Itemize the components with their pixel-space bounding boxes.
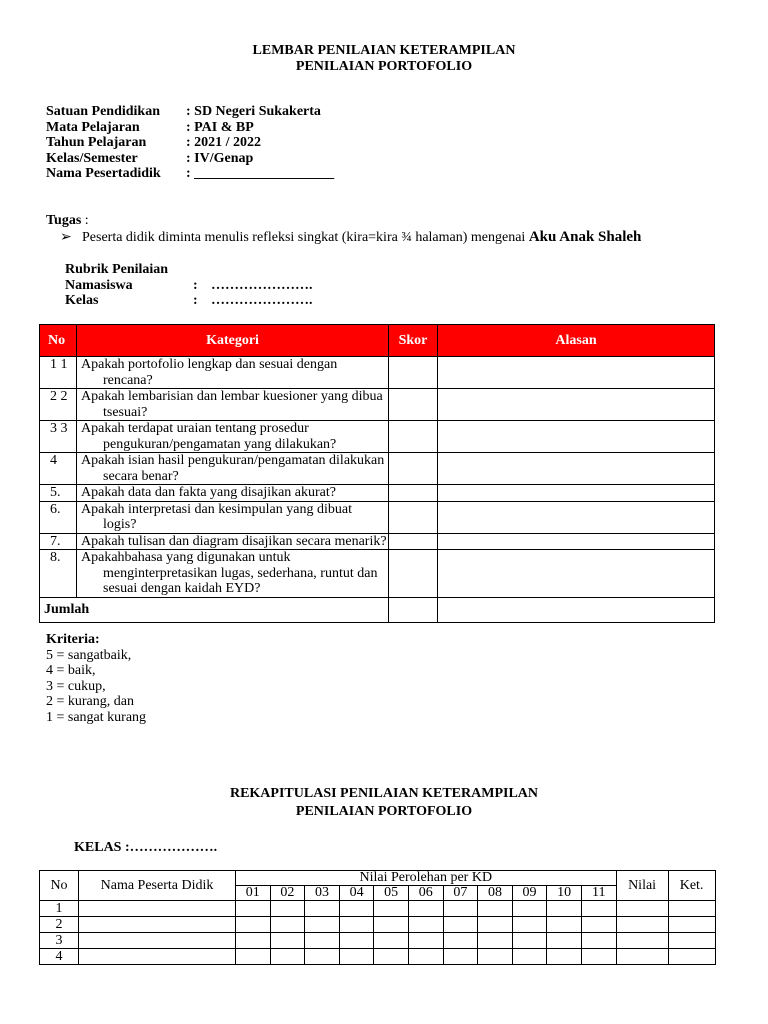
kd-score-cell[interactable] <box>236 901 271 917</box>
table-row <box>40 533 715 550</box>
rubrik-row <box>65 293 313 309</box>
row-number: 2 2 <box>40 389 77 421</box>
skor-cell[interactable] <box>389 389 438 421</box>
table-row <box>40 933 716 949</box>
kd-score-cell[interactable] <box>339 933 374 949</box>
kriteria-item: 5 = sangatbaik, <box>46 647 132 663</box>
skor-cell[interactable] <box>389 533 438 550</box>
kd-column-header: 01 <box>236 886 271 901</box>
rubrik-value: …………………. <box>211 277 313 293</box>
kd-score-cell[interactable] <box>512 901 547 917</box>
kd-score-cell[interactable] <box>374 901 409 917</box>
ket-cell[interactable] <box>668 933 715 949</box>
question-text: Apakah tulisan dan diagram disajikan secara menarik? <box>81 533 387 549</box>
nilai-cell[interactable] <box>616 917 668 933</box>
table-row <box>40 453 715 485</box>
kd-score-cell[interactable] <box>270 949 305 965</box>
arrow-bullet-icon: ➢ <box>60 230 72 245</box>
info-row <box>46 166 334 182</box>
row-kategori <box>77 389 389 421</box>
header-kategori: Kategori <box>77 325 389 357</box>
kd-score-cell[interactable] <box>443 901 478 917</box>
kd-column-header: 09 <box>512 886 547 901</box>
kd-score-cell[interactable] <box>478 901 513 917</box>
kd-score-cell[interactable] <box>305 917 340 933</box>
kd-score-cell[interactable] <box>581 901 616 917</box>
skor-cell[interactable] <box>389 357 438 389</box>
nama-cell[interactable] <box>79 949 236 965</box>
kd-score-cell[interactable] <box>339 949 374 965</box>
kd-column-header: 05 <box>374 886 409 901</box>
kd-score-cell[interactable] <box>408 949 443 965</box>
info-row <box>46 104 334 120</box>
nilai-cell[interactable] <box>616 901 668 917</box>
kd-column-header: 07 <box>443 886 478 901</box>
question-text: Apakah data dan fakta yang disajikan akurat? <box>81 485 337 500</box>
recap-header-no: No <box>40 871 79 901</box>
kd-score-cell[interactable] <box>547 917 582 933</box>
recap-header-row <box>40 871 716 886</box>
alasan-cell[interactable] <box>438 533 715 550</box>
question-text: Apakah lembarisian dan lembar kuesioner yang dibua tsesuai? <box>81 389 383 420</box>
table-row <box>40 501 715 533</box>
kd-score-cell[interactable] <box>236 933 271 949</box>
row-kategori <box>77 357 389 389</box>
row-number: 1 <box>40 901 79 917</box>
info-row <box>46 135 334 151</box>
info-row <box>46 120 334 136</box>
kd-score-cell[interactable] <box>478 933 513 949</box>
kd-score-cell[interactable] <box>270 933 305 949</box>
kd-score-cell[interactable] <box>547 933 582 949</box>
ket-cell[interactable] <box>668 901 715 917</box>
rubrik-label: Kelas <box>65 293 99 308</box>
rubrik-colon: : <box>193 277 198 293</box>
kd-score-cell[interactable] <box>581 949 616 965</box>
row-kategori <box>77 533 389 550</box>
kd-score-cell[interactable] <box>374 949 409 965</box>
tugas-label-text: Tugas <box>46 213 82 228</box>
kd-column-header: 02 <box>270 886 305 901</box>
table-row <box>40 389 715 421</box>
table-row <box>40 901 716 917</box>
info-label: Mata Pelajaran <box>46 119 140 135</box>
alasan-cell[interactable] <box>438 485 715 502</box>
alasan-cell[interactable] <box>438 550 715 598</box>
rubrik-row <box>65 278 313 294</box>
info-value: : SD Negeri Sukakerta <box>186 104 321 119</box>
kd-score-cell[interactable] <box>408 933 443 949</box>
info-label: Kelas/Semester <box>46 150 138 166</box>
row-kategori <box>77 421 389 453</box>
row-number: 6. <box>40 501 77 533</box>
kd-column-header: 08 <box>478 886 513 901</box>
rekap-subtitle: PENILAIAN PORTOFOLIO <box>295 804 473 819</box>
kd-score-cell[interactable] <box>236 917 271 933</box>
alasan-cell[interactable] <box>438 421 715 453</box>
alasan-cell[interactable] <box>438 453 715 485</box>
recap-header-nama: Nama Peserta Didik <box>79 871 236 901</box>
skor-cell[interactable] <box>389 421 438 453</box>
table-row <box>40 357 715 389</box>
row-number: 3 3 <box>40 421 77 453</box>
nilai-cell[interactable] <box>616 933 668 949</box>
kriteria-title: Kriteria: <box>46 632 100 647</box>
kd-score-cell[interactable] <box>443 933 478 949</box>
alasan-cell[interactable] <box>438 357 715 389</box>
page-subtitle: PENILAIAN PORTOFOLIO <box>295 59 473 74</box>
row-kategori <box>77 501 389 533</box>
kriteria-item: 2 = kurang, dan <box>46 694 134 709</box>
header-skor: Skor <box>389 325 438 357</box>
alasan-cell[interactable] <box>438 501 715 533</box>
info-label: Nama Pesertadidik <box>46 166 161 181</box>
question-text: Apakah interpretasi dan kesimpulan yang dibuat logis? <box>81 501 352 532</box>
kd-score-cell[interactable] <box>408 917 443 933</box>
kd-score-cell[interactable] <box>305 901 340 917</box>
kriteria-item: 3 = cukup, <box>46 678 106 694</box>
kd-score-cell[interactable] <box>547 949 582 965</box>
kd-score-cell[interactable] <box>581 917 616 933</box>
info-label: Satuan Pendidikan <box>46 104 160 119</box>
identity-block <box>46 104 334 182</box>
nama-cell[interactable] <box>79 917 236 933</box>
table-row <box>40 485 715 502</box>
row-number: 3 <box>40 933 79 949</box>
kd-score-cell[interactable] <box>270 917 305 933</box>
rubrik-title: Rubrik Penilaian <box>65 262 169 277</box>
info-value: : PAI & BP <box>186 119 254 135</box>
page-title: LEMBAR PENILAIAN KETERAMPILAN <box>252 43 516 58</box>
row-number: 7. <box>40 533 77 550</box>
row-number: 5. <box>40 485 77 502</box>
kd-score-cell[interactable] <box>512 933 547 949</box>
skor-cell[interactable] <box>389 501 438 533</box>
row-number: 8. <box>40 550 77 598</box>
kd-score-cell[interactable] <box>547 901 582 917</box>
tugas-instruction <box>60 229 641 246</box>
jumlah-alasan-cell[interactable] <box>438 597 715 622</box>
header-no: No <box>40 325 77 357</box>
nilai-cell[interactable] <box>616 949 668 965</box>
tugas-label <box>46 213 89 229</box>
jumlah-row <box>40 597 715 622</box>
kd-score-cell[interactable] <box>305 933 340 949</box>
row-kategori <box>77 550 389 598</box>
tugas-sep: : <box>81 213 89 228</box>
rekap-title: REKAPITULASI PENILAIAN KETERAMPILAN <box>229 786 539 801</box>
kelas-label: KELAS :………………. <box>74 840 218 855</box>
question-text: Apakah isian hasil pengukuran/pengamatan dilakukan secara benar? <box>81 453 385 484</box>
table-row <box>40 421 715 453</box>
nama-cell[interactable] <box>79 901 236 917</box>
header-alasan: Alasan <box>438 325 715 357</box>
row-number: 4 <box>40 949 79 965</box>
info-value: : IV/Genap <box>186 150 254 166</box>
kriteria-item: 1 = sangat kurang <box>46 709 147 725</box>
rubric-table <box>39 324 715 623</box>
kd-column-header: 10 <box>547 886 582 901</box>
kd-score-cell[interactable] <box>339 917 374 933</box>
rubrik-label: Namasiswa <box>65 277 133 293</box>
kd-column-header: 11 <box>581 886 616 901</box>
rubrik-value: …………………. <box>211 293 313 308</box>
info-value: : 2021 / 2022 <box>186 135 262 150</box>
question-text: Apakahbahasa yang digunakan untuk menginterpretasikan lugas, sederhana, runtut dan sesuai dengan kaidah EYD? <box>81 550 378 596</box>
recap-header-nilai: Nilai <box>616 871 668 901</box>
table-row <box>40 949 716 965</box>
ket-cell[interactable] <box>668 949 715 965</box>
kd-column-header: 06 <box>408 886 443 901</box>
skor-cell[interactable] <box>389 485 438 502</box>
info-label: Tahun Pelajaran <box>46 135 147 150</box>
kd-column-header: 04 <box>339 886 374 901</box>
skor-cell[interactable] <box>389 550 438 598</box>
row-number: 2 <box>40 917 79 933</box>
kd-score-cell[interactable] <box>374 933 409 949</box>
kd-score-cell[interactable] <box>408 901 443 917</box>
recap-table <box>39 870 716 965</box>
kd-score-cell[interactable] <box>478 917 513 933</box>
row-number: 1 1 <box>40 357 77 389</box>
kd-score-cell[interactable] <box>374 917 409 933</box>
row-kategori <box>77 453 389 485</box>
tugas-text: Peserta didik diminta menulis refleksi singkat (kira=kira ¾ halaman) mengenai <box>82 230 529 245</box>
rubrik-block <box>65 262 313 309</box>
jumlah-skor-cell[interactable] <box>389 597 438 622</box>
rubrik-colon: : <box>193 293 198 308</box>
ket-cell[interactable] <box>668 917 715 933</box>
kd-score-cell[interactable] <box>512 917 547 933</box>
kriteria-item: 4 = baik, <box>46 663 96 678</box>
kd-score-cell[interactable] <box>443 917 478 933</box>
row-number: 4 <box>40 453 77 485</box>
question-text: Apakah terdapat uraian tentang prosedur pengukuran/pengamatan yang dilakukan? <box>81 421 337 452</box>
table-row <box>40 550 715 598</box>
alasan-cell[interactable] <box>438 389 715 421</box>
kd-score-cell[interactable] <box>236 949 271 965</box>
kd-score-cell[interactable] <box>512 949 547 965</box>
kd-score-cell[interactable] <box>305 949 340 965</box>
row-kategori <box>77 485 389 502</box>
tugas-topic: Aku Anak Shaleh <box>528 229 642 245</box>
kd-score-cell[interactable] <box>270 901 305 917</box>
kd-score-cell[interactable] <box>478 949 513 965</box>
question-text: Apakah portofolio lengkap dan sesuai dengan rencana? <box>81 357 338 388</box>
recap-header-ket: Ket. <box>668 871 715 901</box>
jumlah-label: Jumlah <box>40 597 389 622</box>
kd-score-cell[interactable] <box>339 901 374 917</box>
nama-cell[interactable] <box>79 933 236 949</box>
kd-score-cell[interactable] <box>581 933 616 949</box>
info-row <box>46 151 334 167</box>
kriteria-block <box>46 632 146 725</box>
kd-column-header: 03 <box>305 886 340 901</box>
table-row <box>40 917 716 933</box>
kd-score-cell[interactable] <box>443 949 478 965</box>
recap-header-kd: Nilai Perolehan per KD <box>236 871 617 886</box>
skor-cell[interactable] <box>389 453 438 485</box>
info-value: : ____________________ <box>186 166 335 181</box>
